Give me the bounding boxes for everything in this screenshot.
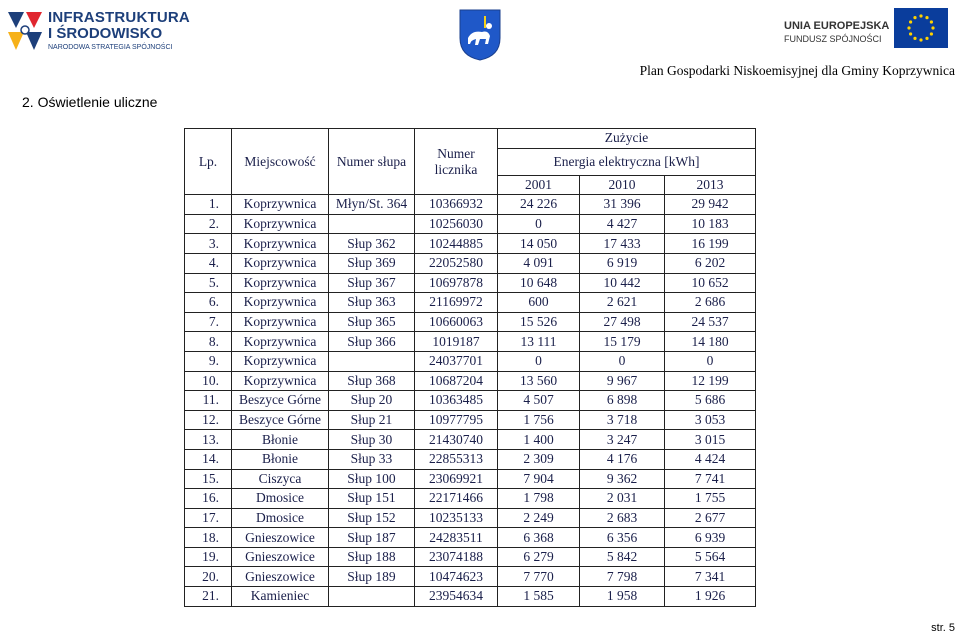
cell-numer-licznika: 10977795 — [415, 410, 498, 430]
cell-lp: 4. — [185, 253, 232, 273]
cell-2001: 1 400 — [498, 430, 580, 450]
cell-lp: 9. — [185, 351, 232, 371]
cell-numer-licznika: 23069921 — [415, 469, 498, 489]
cell-numer-slupa — [329, 214, 415, 234]
cell-2013: 4 424 — [665, 449, 756, 469]
cell-numer-licznika: 10235133 — [415, 508, 498, 528]
cell-2013: 1 926 — [665, 587, 756, 607]
cell-numer-licznika: 10363485 — [415, 391, 498, 411]
cell-miejscowosc: Dmosice — [232, 508, 329, 528]
table-row — [185, 469, 756, 489]
cell-2013: 2 686 — [665, 293, 756, 313]
cell-2001: 1 756 — [498, 410, 580, 430]
infrastruktura-logo — [6, 8, 190, 58]
table-row — [185, 253, 756, 273]
cell-numer-slupa: Słup 187 — [329, 528, 415, 548]
cell-2013: 24 537 — [665, 312, 756, 332]
coat-of-arms-icon — [458, 8, 502, 62]
cell-lp: 6. — [185, 293, 232, 313]
header-numer-licznika: Numer licznika — [415, 129, 498, 195]
cell-2013: 5 564 — [665, 547, 756, 567]
cell-2001: 4 507 — [498, 391, 580, 411]
cell-2001: 24 226 — [498, 195, 580, 215]
cell-2001: 13 560 — [498, 371, 580, 391]
cell-2013: 12 199 — [665, 371, 756, 391]
cell-2001: 6 368 — [498, 528, 580, 548]
cell-2013: 7 341 — [665, 567, 756, 587]
cell-2013: 14 180 — [665, 332, 756, 352]
header-numer-slupa: Numer słupa — [329, 129, 415, 195]
plan-title: Plan Gospodarki Niskoemisyjnej dla Gminy Koprzywnica — [639, 63, 955, 78]
cell-numer-licznika: 10366932 — [415, 195, 498, 215]
cell-2001: 2 249 — [498, 508, 580, 528]
cell-2013: 5 686 — [665, 391, 756, 411]
cell-2010: 0 — [580, 351, 665, 371]
table-row — [185, 489, 756, 509]
cell-2010: 4 427 — [580, 214, 665, 234]
cell-numer-slupa — [329, 587, 415, 607]
cell-lp: 5. — [185, 273, 232, 293]
cell-miejscowosc: Ciszyca — [232, 469, 329, 489]
cell-2013: 16 199 — [665, 234, 756, 254]
section-title: 2. Oświetlenie uliczne — [22, 94, 158, 110]
table-row — [185, 371, 756, 391]
cell-2001: 600 — [498, 293, 580, 313]
cell-lp: 14. — [185, 449, 232, 469]
table-header-row-1 — [185, 129, 756, 149]
cell-numer-licznika: 22855313 — [415, 449, 498, 469]
header-year-2010: 2010 — [580, 175, 665, 195]
cell-2013: 6 202 — [665, 253, 756, 273]
table-row — [185, 214, 756, 234]
cell-2001: 7 770 — [498, 567, 580, 587]
cell-2001: 15 526 — [498, 312, 580, 332]
table-row — [185, 273, 756, 293]
cell-miejscowosc: Błonie — [232, 449, 329, 469]
cell-lp: 12. — [185, 410, 232, 430]
cell-numer-slupa: Słup 100 — [329, 469, 415, 489]
table-row — [185, 195, 756, 215]
table-row — [185, 508, 756, 528]
table-row — [185, 332, 756, 352]
cell-lp: 17. — [185, 508, 232, 528]
cell-miejscowosc: Dmosice — [232, 489, 329, 509]
infrastruktura-mark-icon — [6, 8, 44, 54]
eu-logo-line1: UNIA EUROPEJSKA — [784, 20, 890, 32]
cell-2001: 0 — [498, 351, 580, 371]
cell-2013: 2 677 — [665, 508, 756, 528]
cell-miejscowosc: Kamieniec — [232, 587, 329, 607]
cell-numer-licznika: 10474623 — [415, 567, 498, 587]
cell-numer-slupa: Słup 20 — [329, 391, 415, 411]
cell-miejscowosc: Błonie — [232, 430, 329, 450]
cell-2013: 29 942 — [665, 195, 756, 215]
cell-numer-licznika: 10660063 — [415, 312, 498, 332]
cell-2001: 10 648 — [498, 273, 580, 293]
cell-miejscowosc: Koprzywnica — [232, 332, 329, 352]
cell-2013: 1 755 — [665, 489, 756, 509]
cell-2001: 14 050 — [498, 234, 580, 254]
table-row — [185, 587, 756, 607]
cell-miejscowosc: Beszyce Górne — [232, 410, 329, 430]
cell-2001: 13 111 — [498, 332, 580, 352]
cell-numer-slupa: Słup 368 — [329, 371, 415, 391]
cell-numer-licznika: 10256030 — [415, 214, 498, 234]
cell-miejscowosc: Koprzywnica — [232, 351, 329, 371]
cell-2001: 2 309 — [498, 449, 580, 469]
eu-logo-line2: FUNDUSZ SPÓJNOŚCI — [784, 34, 882, 44]
table-row — [185, 528, 756, 548]
cell-2001: 7 904 — [498, 469, 580, 489]
cell-numer-licznika: 23954634 — [415, 587, 498, 607]
cell-2010: 6 356 — [580, 528, 665, 548]
cell-2013: 10 183 — [665, 214, 756, 234]
cell-numer-licznika: 22171466 — [415, 489, 498, 509]
cell-2010: 4 176 — [580, 449, 665, 469]
cell-2010: 7 798 — [580, 567, 665, 587]
cell-2013: 10 652 — [665, 273, 756, 293]
cell-numer-slupa: Słup 363 — [329, 293, 415, 313]
cell-2001: 4 091 — [498, 253, 580, 273]
cell-miejscowosc: Koprzywnica — [232, 293, 329, 313]
header-energia: Energia elektryczna [kWh] — [498, 148, 756, 175]
cell-lp: 2. — [185, 214, 232, 234]
cell-2010: 1 958 — [580, 587, 665, 607]
cell-miejscowosc: Gnieszowice — [232, 567, 329, 587]
cell-miejscowosc: Koprzywnica — [232, 253, 329, 273]
cell-2001: 1 585 — [498, 587, 580, 607]
cell-2013: 3 053 — [665, 410, 756, 430]
table-row — [185, 293, 756, 313]
cell-numer-slupa: Słup 30 — [329, 430, 415, 450]
cell-numer-licznika: 10244885 — [415, 234, 498, 254]
header-lp: Lp. — [185, 129, 232, 195]
cell-lp: 3. — [185, 234, 232, 254]
cell-2010: 3 718 — [580, 410, 665, 430]
cell-2001: 1 798 — [498, 489, 580, 509]
cell-2010: 9 362 — [580, 469, 665, 489]
cell-miejscowosc: Koprzywnica — [232, 371, 329, 391]
cell-lp: 18. — [185, 528, 232, 548]
cell-lp: 13. — [185, 430, 232, 450]
cell-numer-licznika: 10697878 — [415, 273, 498, 293]
cell-numer-licznika: 1019187 — [415, 332, 498, 352]
cell-2010: 31 396 — [580, 195, 665, 215]
cell-lp: 10. — [185, 371, 232, 391]
cell-lp: 20. — [185, 567, 232, 587]
cell-lp: 1. — [185, 195, 232, 215]
cell-numer-slupa: Słup 21 — [329, 410, 415, 430]
cell-2013: 7 741 — [665, 469, 756, 489]
cell-numer-licznika: 24283511 — [415, 528, 498, 548]
cell-numer-slupa — [329, 351, 415, 371]
cell-numer-licznika: 22052580 — [415, 253, 498, 273]
cell-2010: 2 683 — [580, 508, 665, 528]
cell-lp: 16. — [185, 489, 232, 509]
table-row — [185, 430, 756, 450]
cell-2010: 27 498 — [580, 312, 665, 332]
cell-numer-slupa: Słup 189 — [329, 567, 415, 587]
cell-numer-slupa: Słup 188 — [329, 547, 415, 567]
cell-numer-slupa: Słup 151 — [329, 489, 415, 509]
table-row — [185, 351, 756, 371]
cell-2010: 10 442 — [580, 273, 665, 293]
cell-2010: 2 621 — [580, 293, 665, 313]
table-row — [185, 449, 756, 469]
cell-2013: 3 015 — [665, 430, 756, 450]
cell-lp: 7. — [185, 312, 232, 332]
logo-line2: I ŚRODOWISKO — [48, 25, 163, 42]
cell-numer-slupa: Słup 369 — [329, 253, 415, 273]
cell-numer-slupa: Słup 152 — [329, 508, 415, 528]
cell-2013: 6 939 — [665, 528, 756, 548]
cell-numer-licznika: 10687204 — [415, 371, 498, 391]
cell-miejscowosc: Koprzywnica — [232, 195, 329, 215]
cell-miejscowosc: Koprzywnica — [232, 273, 329, 293]
cell-miejscowosc: Gnieszowice — [232, 547, 329, 567]
table-row — [185, 391, 756, 411]
cell-miejscowosc: Koprzywnica — [232, 234, 329, 254]
table-row — [185, 547, 756, 567]
header-miejscowosc: Miejscowość — [232, 129, 329, 195]
cell-numer-slupa: Słup 365 — [329, 312, 415, 332]
cell-numer-licznika: 21430740 — [415, 430, 498, 450]
cell-numer-slupa: Słup 367 — [329, 273, 415, 293]
cell-2010: 17 433 — [580, 234, 665, 254]
cell-2013: 0 — [665, 351, 756, 371]
cell-miejscowosc: Koprzywnica — [232, 214, 329, 234]
street-lighting-table — [184, 128, 756, 607]
cell-lp: 19. — [185, 547, 232, 567]
cell-lp: 11. — [185, 391, 232, 411]
cell-numer-licznika: 24037701 — [415, 351, 498, 371]
cell-numer-licznika: 21169972 — [415, 293, 498, 313]
eu-flag-icon — [894, 8, 948, 48]
header-zuzycie: Zużycie — [498, 129, 756, 149]
logo-line3: NARODOWA STRATEGIA SPÓJNOŚCI — [48, 44, 173, 51]
cell-miejscowosc: Beszyce Górne — [232, 391, 329, 411]
cell-2010: 6 898 — [580, 391, 665, 411]
cell-2010: 5 842 — [580, 547, 665, 567]
cell-lp: 21. — [185, 587, 232, 607]
cell-numer-slupa: Młyn/St. 364 — [329, 195, 415, 215]
table-row — [185, 234, 756, 254]
table-row — [185, 567, 756, 587]
cell-2001: 6 279 — [498, 547, 580, 567]
cell-miejscowosc: Gnieszowice — [232, 528, 329, 548]
eu-logo — [770, 6, 950, 54]
table-row — [185, 312, 756, 332]
cell-numer-slupa: Słup 362 — [329, 234, 415, 254]
cell-2010: 15 179 — [580, 332, 665, 352]
cell-lp: 8. — [185, 332, 232, 352]
cell-miejscowosc: Koprzywnica — [232, 312, 329, 332]
page-number: str. 5 — [931, 622, 955, 634]
header-year-2001: 2001 — [498, 175, 580, 195]
cell-2010: 3 247 — [580, 430, 665, 450]
cell-numer-slupa: Słup 366 — [329, 332, 415, 352]
cell-2010: 9 967 — [580, 371, 665, 391]
cell-numer-slupa: Słup 33 — [329, 449, 415, 469]
header-year-2013: 2013 — [665, 175, 756, 195]
cell-lp: 15. — [185, 469, 232, 489]
cell-2001: 0 — [498, 214, 580, 234]
cell-numer-licznika: 23074188 — [415, 547, 498, 567]
cell-2010: 2 031 — [580, 489, 665, 509]
logo-line1: INFRASTRUKTURA — [48, 9, 190, 26]
cell-2010: 6 919 — [580, 253, 665, 273]
table-row — [185, 410, 756, 430]
